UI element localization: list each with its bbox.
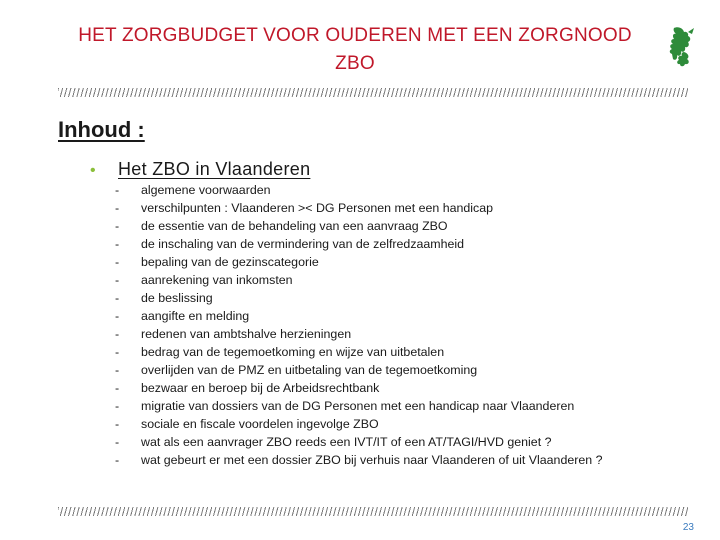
list-item (115, 361, 602, 379)
list-item-text: migratie van dossiers van de DG Personen met een handicap naar Vlaanderen (141, 399, 575, 413)
contents-heading: Inhoud : (58, 117, 145, 142)
main-bullet-text: Het ZBO in Vlaanderen (118, 159, 311, 179)
list-item (115, 325, 602, 343)
list-item (115, 433, 602, 451)
dash-marker: - (115, 381, 120, 395)
list-item (115, 271, 602, 289)
dash-marker: - (115, 309, 120, 323)
top-hatch-divider (58, 88, 688, 97)
dash-marker: - (115, 327, 120, 341)
list-item-text: wat gebeurt er met een dossier ZBO bij verhuis naar Vlaanderen of uit Vlaanderen ? (141, 453, 603, 467)
list-item (115, 217, 602, 235)
list-item (115, 199, 602, 217)
dash-marker: - (115, 399, 120, 413)
list-item-text: bepaling van de gezinscategorie (141, 255, 319, 269)
list-item-text: bezwaar en beroep bij de Arbeidsrechtbank (141, 381, 380, 395)
list-item (115, 343, 602, 361)
dash-marker: - (115, 219, 120, 233)
main-bullet (90, 159, 310, 180)
list-item-text: de inschaling van de vermindering van de zelfredzaamheid (141, 237, 465, 251)
dash-marker: - (115, 453, 120, 467)
list-item-text: aangifte en melding (141, 309, 250, 323)
list-item (115, 235, 602, 253)
list-item-text: sociale en fiscale voordelen ingevolge ZBO (141, 417, 379, 431)
contents-list (115, 181, 602, 469)
list-item (115, 451, 602, 469)
list-item-text: verschilpunten : Vlaanderen >< DG Personen met een handicap (141, 201, 493, 215)
bottom-hatch-divider (58, 507, 688, 516)
list-item (115, 415, 602, 433)
list-item (115, 379, 602, 397)
list-item (115, 397, 602, 415)
list-item-text: de beslissing (141, 291, 213, 305)
list-item-text: algemene voorwaarden (141, 183, 271, 197)
dash-marker: - (115, 237, 120, 251)
dash-marker: - (115, 255, 120, 269)
flemish-lion-logo-icon (664, 24, 698, 70)
bullet-dot-icon: • (90, 162, 96, 179)
dash-marker: - (115, 183, 120, 197)
list-item-text: bedrag van de tegemoetkoming en wijze van uitbetalen (141, 345, 445, 359)
list-item (115, 307, 602, 325)
list-item-text: redenen van ambtshalve herzieningen (141, 327, 352, 341)
dash-marker: - (115, 363, 120, 377)
dash-marker: - (115, 201, 120, 215)
list-item (115, 289, 602, 307)
dash-marker: - (115, 291, 120, 305)
list-item (115, 253, 602, 271)
dash-marker: - (115, 273, 120, 287)
dash-marker: - (115, 417, 120, 431)
page-number: 23 (682, 522, 694, 533)
slide-title-line-2: ZBO (335, 53, 375, 74)
list-item-text: de essentie van de behandeling van een aanvraag ZBO (141, 219, 448, 233)
dash-marker: - (115, 345, 120, 359)
list-item-text: wat als een aanvrager ZBO reeds een IVT/IT of een AT/TAGI/HVD geniet ? (141, 435, 552, 449)
slide-title (60, 22, 650, 78)
list-item (115, 181, 602, 199)
list-item-text: overlijden van de PMZ en uitbetaling van de tegemoetkoming (141, 363, 478, 377)
dash-marker: - (115, 435, 120, 449)
slide-title-line-1: HET ZORGBUDGET VOOR OUDEREN MET EEN ZORGNOOD (78, 25, 632, 46)
list-item-text: aanrekening van inkomsten (141, 273, 293, 287)
